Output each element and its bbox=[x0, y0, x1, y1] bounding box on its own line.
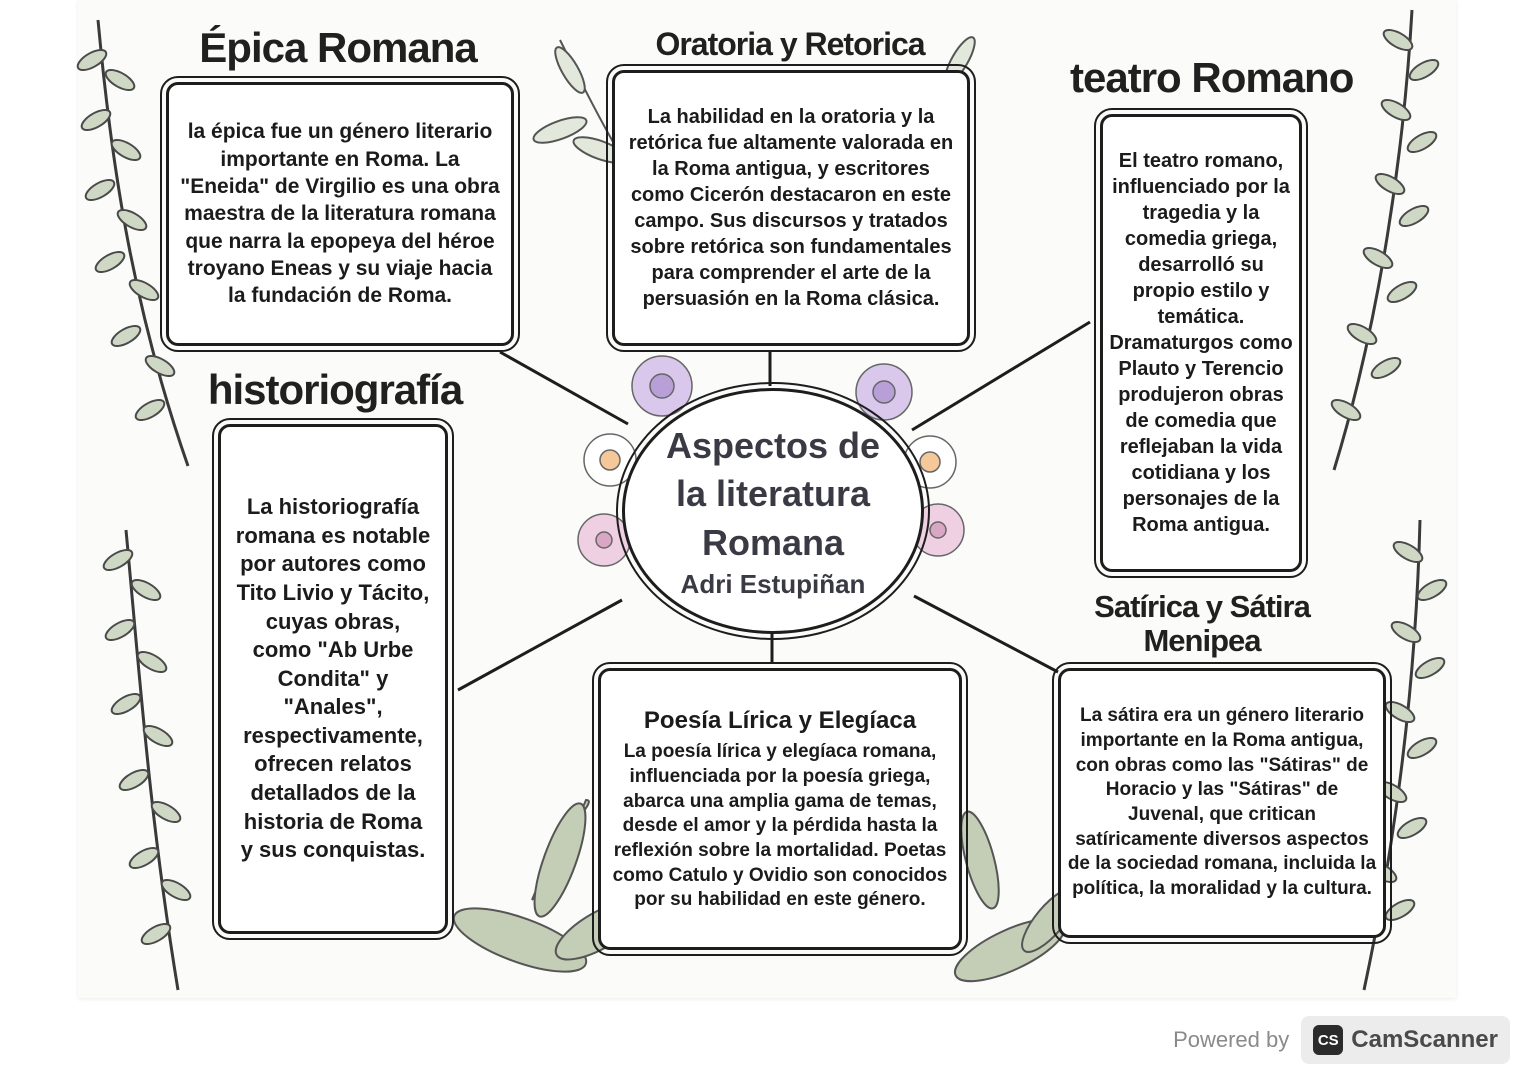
center-title: Aspectos de la literatura Romana bbox=[665, 424, 881, 563]
heading-epica: Épica Romana bbox=[199, 24, 477, 71]
heading-oratoria: Oratoria y Retorica bbox=[655, 26, 925, 62]
heading-historiografia: historiografía bbox=[207, 366, 463, 413]
text-historiografia: La historiografía romana es notable por autores como Tito Livio y Tácito, cuyas obras, como "Ab Urbe Condita" y "Anales", respectivamente, ofrecen relatos detallados de la historia de Roma y sus conquistas. bbox=[235, 494, 431, 863]
camscanner-logo-icon: CS bbox=[1313, 1025, 1343, 1055]
vine-left-bottom bbox=[101, 530, 194, 990]
center-node bbox=[622, 388, 924, 634]
heading-teatro: teatro Romano bbox=[1070, 54, 1354, 101]
box-oratoria bbox=[612, 70, 970, 346]
text-teatro: El teatro romano, influenciado por la tragedia y la comedia griega, desarrolló su propio estilo y temática. Dramaturgos como Plauto y Terencio produjeron obras de comedia que reflejaban la vida cotidiana y los personajes de la Roma antigua. bbox=[1109, 150, 1293, 536]
box-poesia bbox=[598, 668, 962, 950]
powered-by-label: Powered by bbox=[1173, 1027, 1290, 1052]
box-teatro bbox=[1100, 114, 1302, 572]
scanner-watermark bbox=[1173, 1016, 1510, 1064]
heading-satira: Satírica y Sátira Menipea bbox=[1094, 589, 1310, 659]
text-satira: La sátira era un género literario importante en la Roma antigua, con obras como las "Sátiras" de Horacio y las "Sátiras" de Juvenal, que critican satíricamente diversos aspectos de la sociedad romana, incluida la política, la moralidad y la cultura. bbox=[1067, 705, 1377, 900]
camscanner-brand: CamScanner bbox=[1351, 1026, 1498, 1053]
text-epica: la épica fue un género literario importante en Roma. La "Eneida" de Virgilio es una obra maestra de la literatura romana que narra la epopeya del héroe troyano Eneas y su viaje hacia la fundación de Roma. bbox=[180, 120, 500, 308]
text-poesia: La poesía lírica y elegíaca romana, influenciada por la poesía griega, abarca una amplia gama de temas, desde el amor y la pérdida hasta la reflexión sobre la mortalidad. Poetas como Catulo y Ovidio son conocidos por su habilidad en este género. bbox=[612, 741, 948, 911]
text-oratoria: La habilidad en la oratoria y la retórica fue altamente valorada en la Roma antigua, y escritores como Cicerón destacaron en este campo. Sus discursos y tratados sobre retórica son fundamentales para comprender el arte de la persuasión en la Roma clásica. bbox=[628, 106, 954, 310]
connector-satira bbox=[914, 596, 1058, 672]
camscanner-badge bbox=[1301, 1016, 1510, 1064]
box-historiografia bbox=[218, 424, 448, 934]
center-author: Adri Estupiñan bbox=[680, 569, 866, 600]
box-epica bbox=[166, 82, 514, 346]
heading-poesia: Poesía Lírica y Elegíaca bbox=[643, 707, 917, 734]
connector-epica bbox=[500, 352, 628, 424]
box-satira bbox=[1058, 668, 1386, 938]
